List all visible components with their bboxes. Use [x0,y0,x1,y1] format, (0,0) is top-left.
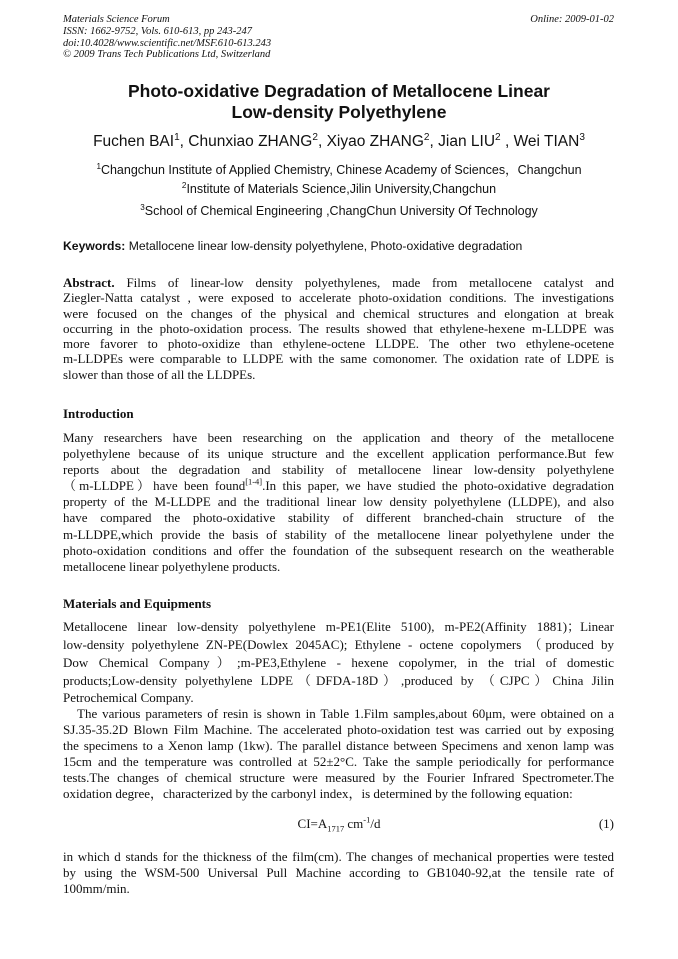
issn: ISSN: 1662-9752, Vols. 610-613, pp 243-247 [63,25,252,37]
body-line: metallocene linear polyethylene products. [63,558,281,574]
author: Fuchen BAI$^1$, [93,131,189,150]
title-line: Low-density Polyethylene [231,102,447,122]
author: Wei TIAN$^3$ [513,131,585,150]
affiliation: $^3$School of Chemical Engineering ,ChangChun University Of Technology [140,202,538,218]
journal-name: Materials Science Forum [63,14,170,25]
body-line: the specimens to a Xenon lamp (1kw). The parallel distance between Specimens and xenon lamp was [63,738,614,754]
body-line: Dow Chemical Company）;m-PE3,Ethylene - hexene copolymer, in the trial of domestic [63,655,614,670]
materials-paragraph-3 [63,849,614,897]
keywords-text: Metallocene linear low-density polyethylene, Photo-oxidative degradation [125,239,523,253]
abstract-line: Abstract. Films of linear-low density polyethylenes, made from metallocene catalyst and [63,275,614,290]
body-line: low-density polyethylene ZN-PE(Dowlex 2045AC); Ethylene - octene copolymers （produced by [63,637,614,652]
section-heading-materials: Materials and Equipments [63,596,212,611]
body-line: Many researchers have been researching on the application and theory of the metallocene [63,430,614,445]
author: Jian LIU$^2$ , [438,131,514,150]
body-line: have compared the photo-oxidative stability of different branched-chain structure of the [63,510,614,526]
body-line: 100mm/min. [63,881,130,897]
body-line: reports about the degradation and stability of metallocene linear low-density polyethylene [63,462,614,478]
body-line: products;Low-density polyethylene LDPE（DFDA-18D）,produced by （CJPC）China Jilin [63,673,614,688]
title-line: Photo-oxidative Degradation of Metallocene Linear [127,81,550,101]
paper-title [0,81,678,123]
body-line: tests.The changes of chemical structure were measured by the Fourier Infrared Spectrometer.The [63,770,614,786]
abstract-line: were focused on the changes of the physical and chemical structures and elongation at break [63,305,614,321]
keywords [63,239,522,253]
keywords-label: Keywords: [63,239,126,253]
abstract-line: more favorer to photo-oxidize than ethylene-octene LLDPE. The other two ethylene-ocetene [63,336,614,352]
online-date: Online: 2009-01-02 [530,14,614,25]
body-line: by using the WSM-500 Universal Pull Machine according to GB1040-92,at the tensile rate of [63,865,614,881]
abstract-line: m-LLDPEs were comparable to LLDPE with the same comonomer. The oxidation rate of LDPE is [63,351,614,367]
materials-paragraph-1 [63,618,614,706]
body-line: （m-LLDPE）have been found[1-4].In this paper, we have studied the photo-oxidative degradation [63,476,614,494]
body-line: property of the M-LLDPE and the traditional linear low density polyethylene (LLDPE), and also [63,494,614,510]
journal-header [63,14,271,61]
authors [0,133,678,151]
author: Chunxiao ZHANG$^2$, [188,131,327,150]
abstract [63,275,614,382]
body-line: photo-oxidation conditions and offer the foundation of the subsequent research on the weatherable [63,542,614,558]
abstract-line: Ziegler-Natta catalyst , were exposed to accelerate photo-oxidation conditions. The investigations [63,290,614,306]
abstract-label: Abstract. [63,275,115,290]
citation: [1-4] [245,476,263,487]
equation-number: (1) [598,816,614,831]
introduction-body [63,430,614,575]
affiliation: $^2$Institute of Materials Science,Jilin University,Changchun [181,180,497,196]
affiliation: $^1$Changchun Institute of Applied Chemistry, Chinese Academy of Sciences，Changchun [96,161,582,177]
author: Xiyao ZHANG$^2$, [326,131,439,150]
equation: $CI=A_{1717}$ $cm^{-1}/d$ [297,814,381,834]
doi: doi:10.4028/www.scientific.net/MSF.610-613.243 [63,37,272,49]
body-line: in which d stands for the thickness of the film(cm). The changes of mechanical properties were tested [63,849,614,864]
body-line: m-LLDPE,which provide the basis of stability of the metallocene linear polyethylene under the [63,526,614,542]
body-line: SJ.35-35.2D Blown Film Machine. The accelerated photo-oxidation test was carried out by exposing [63,722,614,738]
section-heading-introduction: Introduction [63,406,134,421]
body-line: oxidation degree，characterized by the carbonyl index，is determined by the following equation: [63,786,573,802]
abstract-line: occurring in the photo-oxidation process. The results showed that ethylene-hexene m-LLDPE was [63,320,614,336]
body-line: The various parameters of resin is shown in Table 1.Film samples,about 60μm, were obtained on a [77,706,614,721]
body-line: Petrochemical Company. [63,690,194,705]
body-line: polyethylene because of its unique structure and the excellent application performance.But few [63,446,614,462]
materials-paragraph-2 [63,706,614,803]
abstract-line: slower than those of all the LLDPEs. [63,366,256,382]
body-line: Metallocene linear low-density polyethylene m-PE1(Elite 5100), m-PE2(Affinity 1881)；Linear [63,619,614,634]
copyright: © 2009 Trans Tech Publications Ltd, Switzerland [63,49,271,61]
body-line: 15cm and the temperature was controlled at 52±2°C. Take the sample periodically for performance [63,754,614,770]
